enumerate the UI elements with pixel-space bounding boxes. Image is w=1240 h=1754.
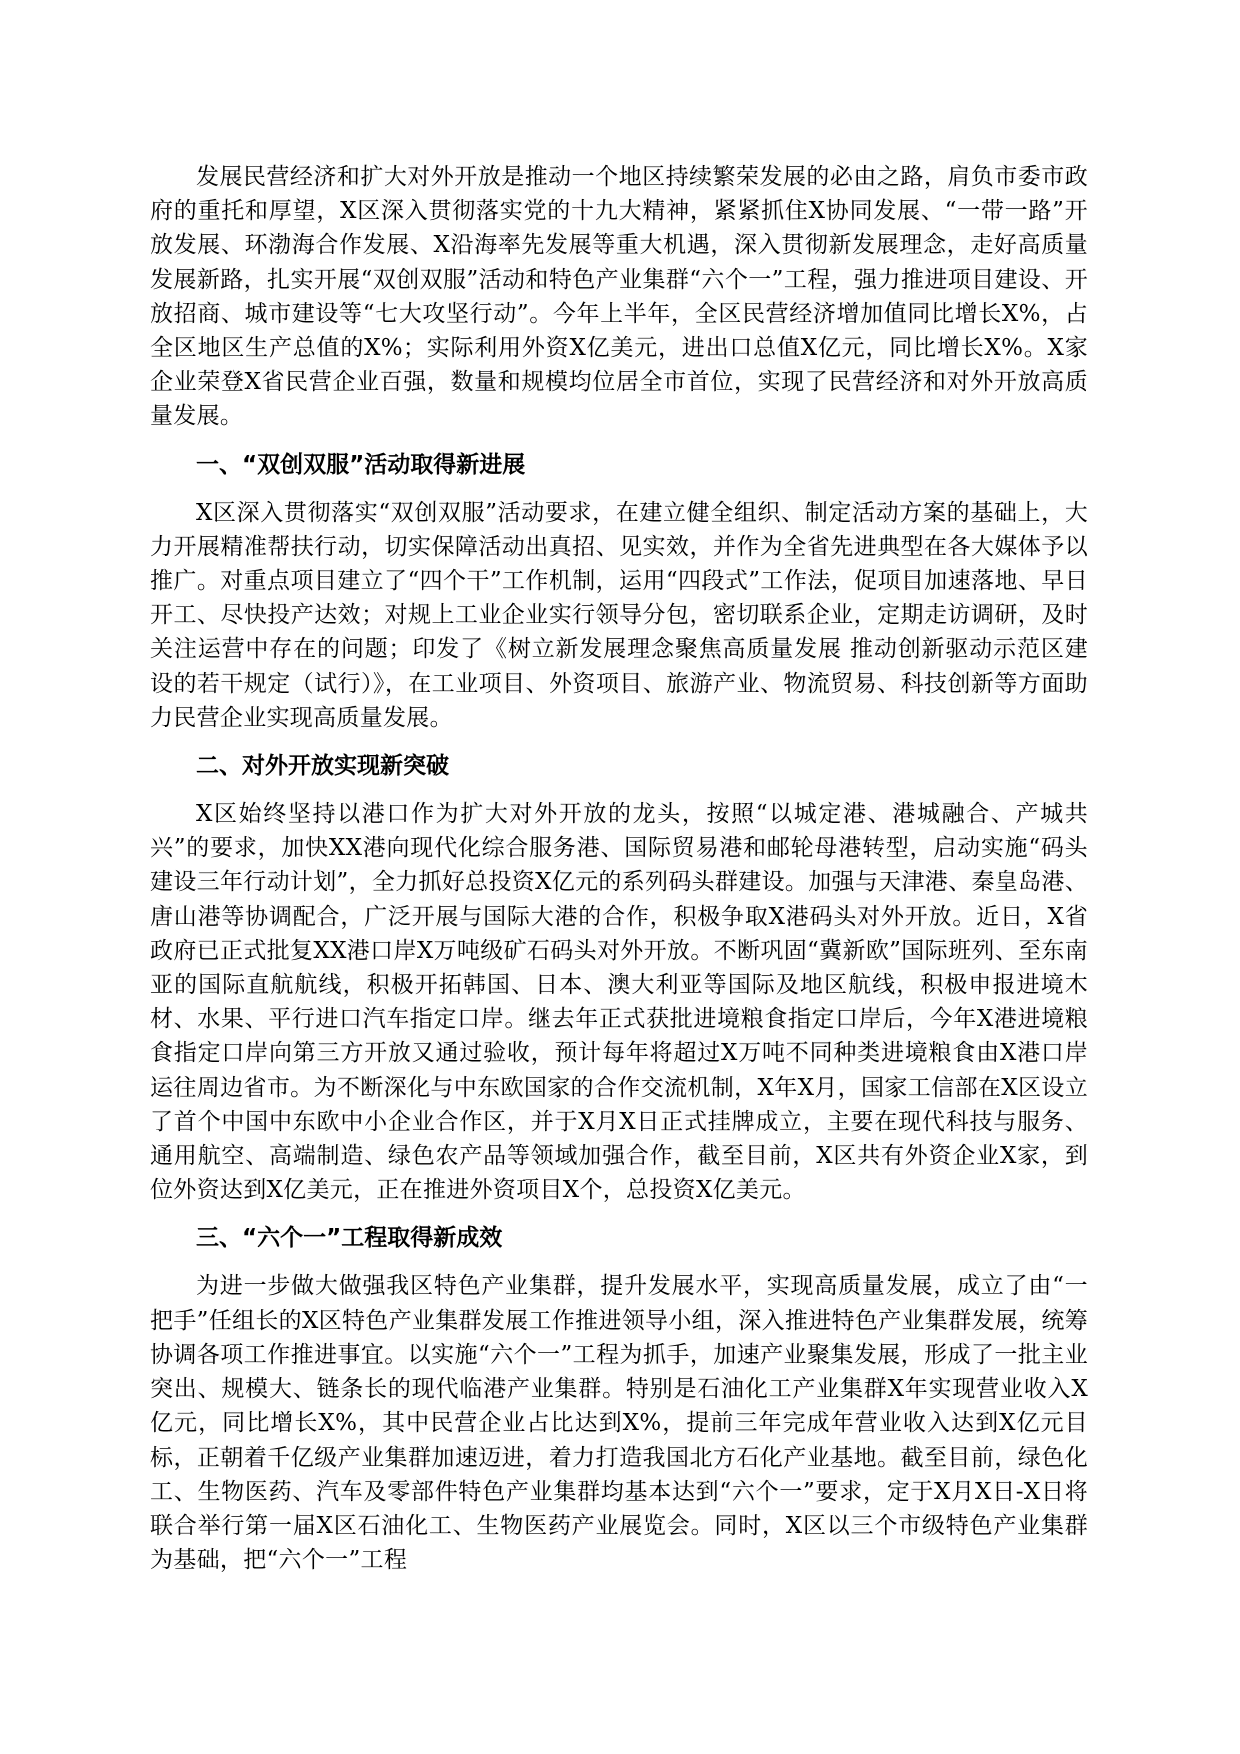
section-3-paragraph: 为进一步做大做强我区特色产业集群，提升发展水平，实现高质量发展，成立了由“一把手”任组长的X区特色产业集群发展工作推进领导小组，深入推进特色产业集群发展，统筹协调各项工作推进事宜。以实施“六个一”工程为抓手，加速产业聚集发展，形成了一批主业突出、规模大、链条长的现代临港产业集群。特别是石油化工产业集群X年实现营业收入X亿元，同比增长X%，其中民营企业占比达到X%，提前三年完成年营业收入达到X亿元目标，正朝着千亿级产业集群加速迈进，着力打造我国北方石化产业基地。截至目前，绿色化工、生物医药、汽车及零部件特色产业集群均基本达到“六个一”要求，定于X月X日-X日将联合举行第一届X区石油化工、生物医药产业展览会。同时，X区以三个市级特色产业集群为基础，把“六个一”工程	[150, 1273, 1088, 1574]
section-1-heading: 一、“双创双服”活动取得新进展	[196, 451, 526, 478]
section-3-heading: 三、“六个一”工程取得新成效	[196, 1225, 503, 1252]
section-2-paragraph: X区始终坚持以港口作为扩大对外开放的龙头，按照“以城定港、港城融合、产城共兴”的要求，加快XX港向现代化综合服务港、国际贸易港和邮轮母港转型，启动实施“码头建设三年行动计划”，全力抓好总投资X亿元的系列码头群建设。加强与天津港、秦皇岛港、唐山港等协调配合，广泛开展与国际大港的合作，积极争取X港码头对外开放。近日，X省政府已正式批复XX港口岸X万吨级矿石码头对外开放。不断巩固“冀新欧”国际班列、至东南亚的国际直航航线，积极开拓韩国、日本、澳大利亚等国际及地区航线，积极申报进境木材、水果、平行进口汽车指定口岸。继去年正式获批进境粮食指定口岸后，今年X港进境粮食指定口岸向第三方开放又通过验收，预计每年将超过X万吨不同种类进境粮食由X港口岸运往周边省市。为不断深化与中东欧国家的合作交流机制，X年X月，国家工信部在X区设立了首个中国中东欧中小企业合作区，并于X月X日正式挂牌成立，主要在现代科技与服务、通用航空、高端制造、绿色农产品等领域加强合作，截至目前，X区共有外资企业X家，到位外资达到X亿美元，正在推进外资项目X个，总投资X亿美元。	[150, 801, 1088, 1204]
section-2-heading: 二、对外开放实现新突破	[196, 753, 449, 780]
intro-paragraph: 发展民营经济和扩大对外开放是推动一个地区持续繁荣发展的必由之路，肩负市委市政府的重托和厚望，X区深入贯彻落实党的十九大精神，紧紧抓住X协同发展、“一带一路”开放发展、环渤海合作发展、X沿海率先发展等重大机遇，深入贯彻新发展理念，走好高质量发展新路，扎实开展“双创双服”活动和特色产业集群“六个一”工程，强力推进项目建设、开放招商、城市建设等“七大攻坚行动”。今年上半年，全区民营经济增加值同比增长X%，占全区地区生产总值的X%；实际利用外资X亿美元，进出口总值X亿元，同比增长X%。X家企业荣登X省民营企业百强，数量和规模均位居全市首位，实现了民营经济和对外开放高质量发展。	[150, 164, 1088, 430]
section-1-paragraph: X区深入贯彻落实“双创双服”活动要求，在建立健全组织、制定活动方案的基础上，大力开展精准帮扶行动，切实保障活动出真招、见实效，并作为全省先进典型在各大媒体予以推广。对重点项目建立了“四个干”工作机制，运用“四段式”工作法，促项目加速落地、早日开工、尽快投产达效；对规上工业企业实行领导分包，密切联系企业，定期走访调研，及时关注运营中存在的问题；印发了《树立新发展理念聚焦高质量发展 推动创新驱动示范区建设的若干规定（试行）》，在工业项目、外资项目、旅游产业、物流贸易、科技创新等方面助力民营企业实现高质量发展。	[150, 499, 1088, 731]
